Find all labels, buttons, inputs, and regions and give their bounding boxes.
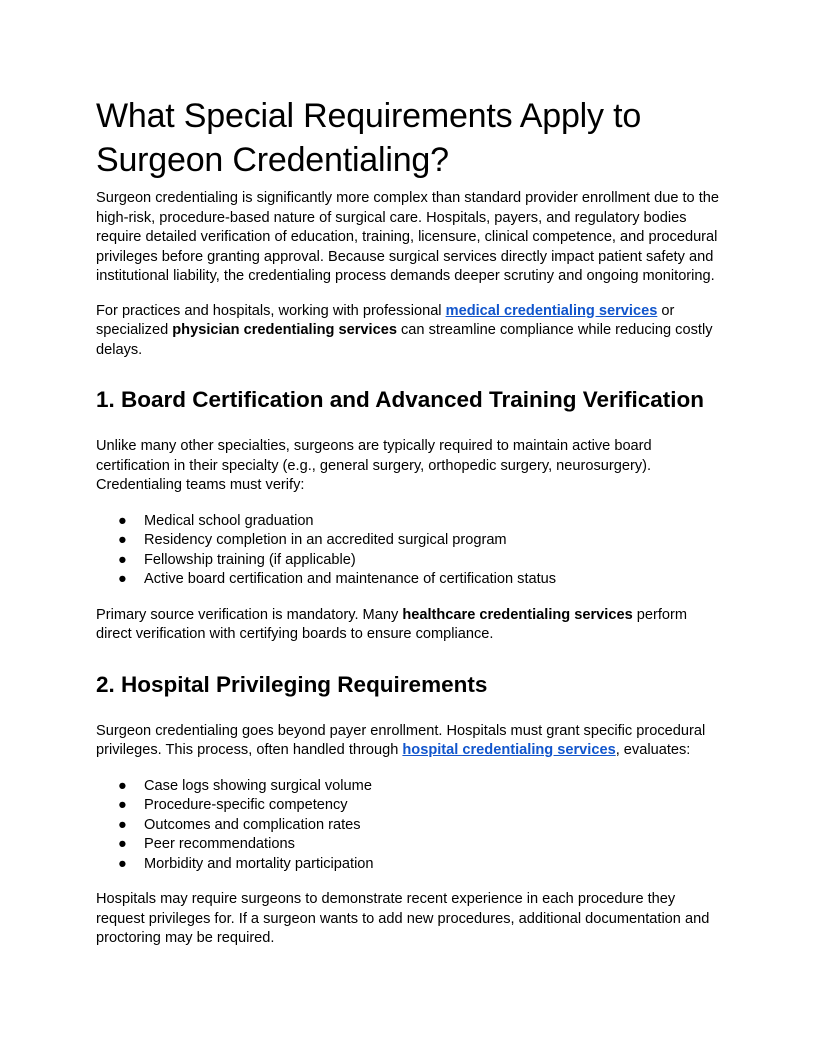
- list-item: ● Medical school graduation: [96, 512, 722, 532]
- list-item: ● Peer recommendations: [96, 835, 722, 855]
- section1-intro: Unlike many other specialties, surgeons are typically required to maintain active board certification in their specialty (e.g., general surgery, orthopedic surgery, neurosurgery). Credentialing teams must verify:: [96, 438, 652, 493]
- section1-bullet-list: [96, 512, 722, 590]
- bullet-icon: ●: [118, 797, 127, 813]
- section1-closing: Primary source verification is mandatory. Many healthcare credentialing services perform direct verification with certifying boards to ensure compliance.: [96, 606, 688, 642]
- section2-closing: Hospitals may require surgeons to demonstrate recent experience in each procedure they request privileges for. If a surgeon wants to add new procedures, additional documentation and proctoring may be required.: [96, 891, 710, 946]
- physician-credentialing-services-bold: physician credentialing services: [172, 322, 397, 338]
- section1-heading: 1. Board Certification and Advanced Training Verification: [96, 387, 705, 412]
- bullet-icon: ●: [118, 816, 127, 833]
- section2-bullet-list: [96, 777, 722, 875]
- services-text-post: can streamline compliance while reducing costly delays.: [96, 322, 713, 358]
- bullet-icon: ●: [118, 855, 127, 872]
- list-item: ● Residency completion in an accredited surgical program: [96, 531, 722, 551]
- document-body: [96, 94, 722, 949]
- intro-paragraph: Surgeon credentialing is significantly more complex than standard provider enrollment due to the high-risk, procedure-based nature of surgical care. Hospitals, payers, and regulatory bodies require detailed verification of education, training, licensure, clinical competence, and procedural privileges before granting approval. Because surgical services directly impact patient safety and institutional liability, the credentialing process demands deeper scrutiny and ongoing monitoring.: [96, 190, 720, 284]
- list-item: ● Outcomes and complication rates: [96, 816, 722, 836]
- section2-heading: 2. Hospital Privileging Requirements: [96, 671, 488, 697]
- bullet-icon: ●: [118, 532, 127, 548]
- services-text-pre: For practices and hospitals, working with professional: [96, 302, 446, 319]
- hospital-credentialing-services-link[interactable]: hospital credentialing services: [402, 742, 616, 758]
- services-paragraph: [96, 302, 722, 361]
- healthcare-credentialing-services-bold: healthcare credentialing services: [402, 606, 633, 623]
- page-title: What Special Requirements Apply to Surgeon Credentialing?: [96, 97, 642, 179]
- bullet-icon: ●: [118, 836, 127, 852]
- bullet-icon: ●: [118, 777, 127, 794]
- services-text-mid: or specialized: [96, 302, 675, 338]
- section2-intro: Surgeon credentialing goes beyond payer enrollment. Hospitals must grant specific procedural privileges. This process, often handled through hospital credentialing services, evaluates:: [96, 722, 706, 758]
- bullet-icon: ●: [118, 551, 127, 568]
- bullet-icon: ●: [118, 512, 127, 529]
- list-item: ● Case logs showing surgical volume: [96, 777, 722, 797]
- list-item: ● Active board certification and maintenance of certification status: [96, 570, 722, 590]
- bullet-icon: ●: [118, 571, 127, 587]
- medical-credentialing-services-link[interactable]: medical credentialing services: [445, 302, 658, 319]
- list-item: ● Procedure-specific competency: [96, 796, 722, 816]
- list-item: ● Morbidity and mortality participation: [96, 855, 722, 875]
- list-item: ● Fellowship training (if applicable): [96, 551, 722, 571]
